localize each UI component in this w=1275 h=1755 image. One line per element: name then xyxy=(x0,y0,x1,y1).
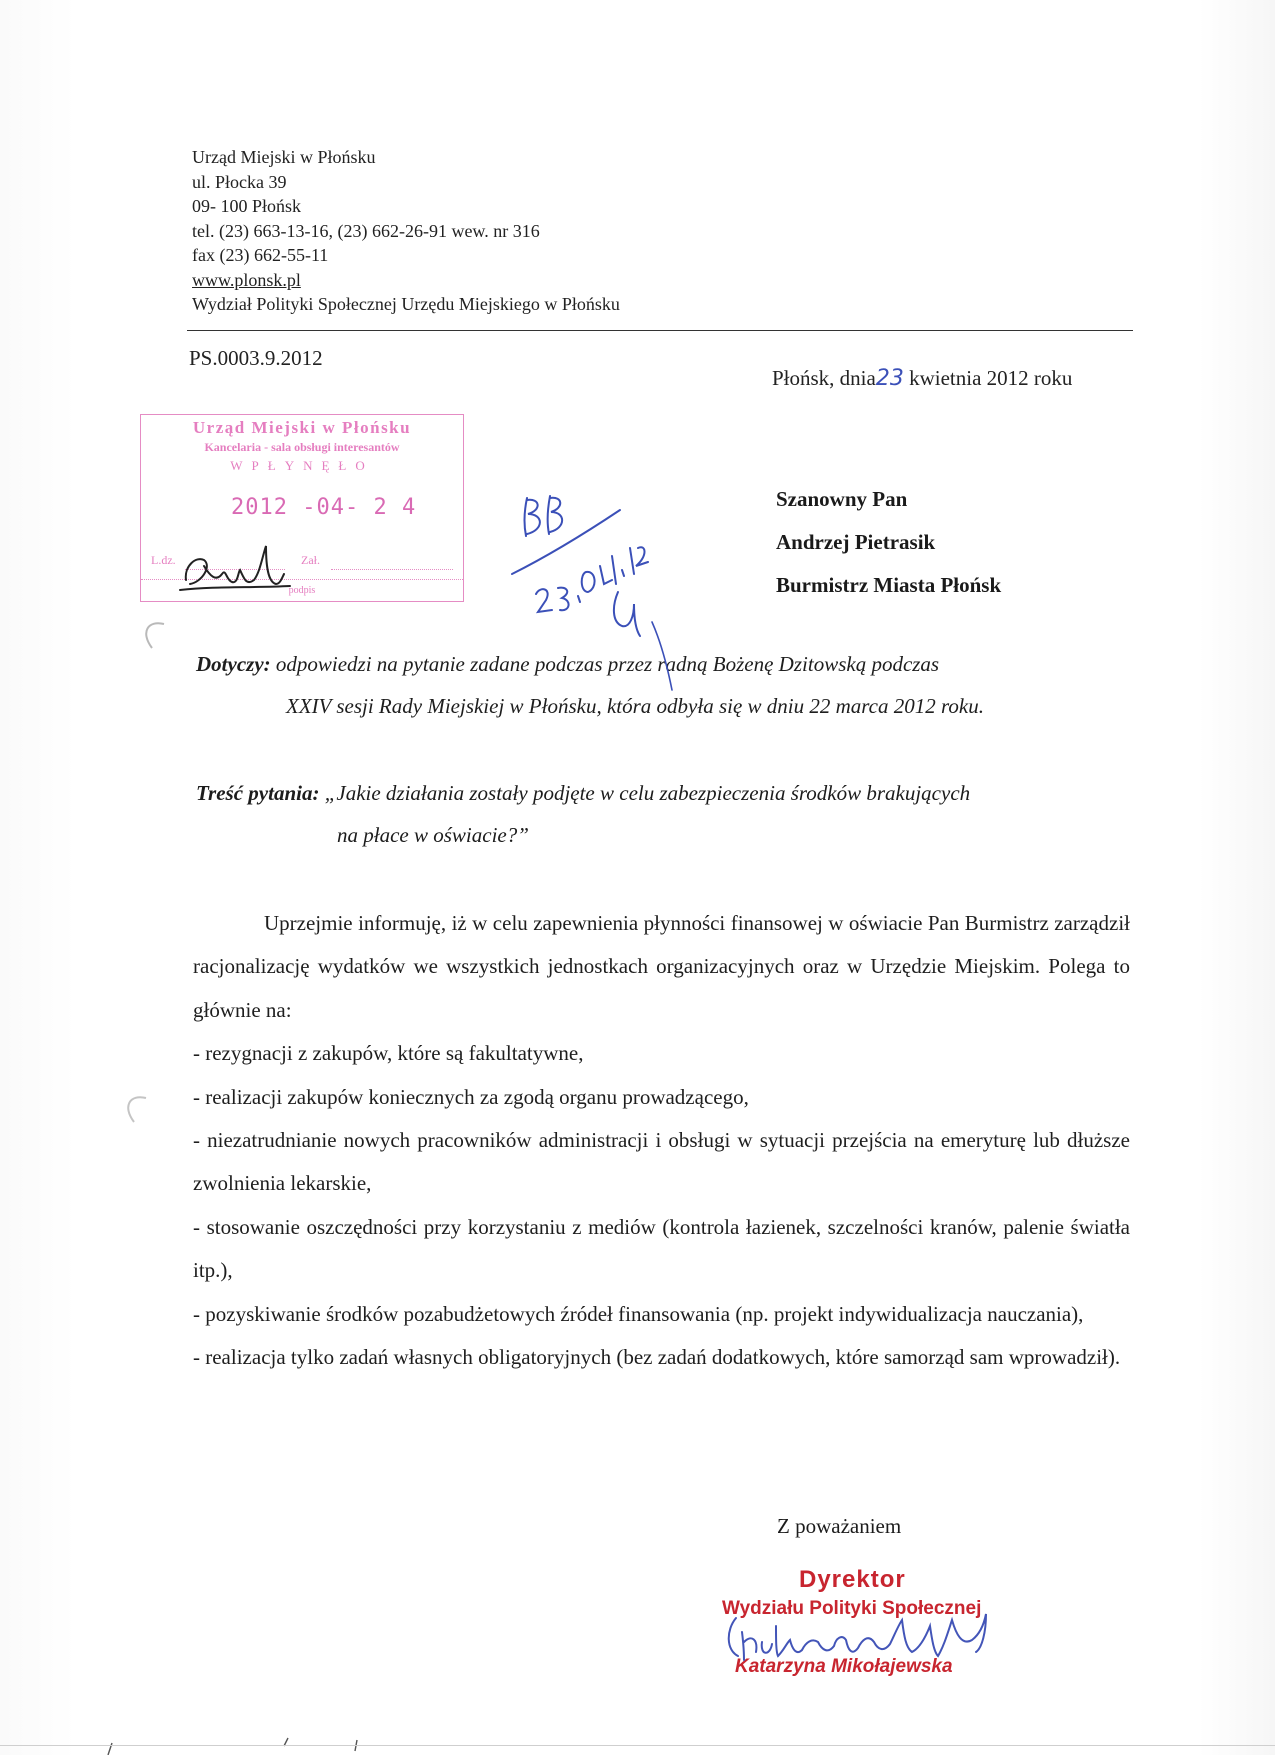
signature-name: Katarzyna Mikołajewska xyxy=(735,1656,953,1677)
body-intro: Uprzejmie informuję, iż w celu zapewnienia płynności finansowej w oświacie Pan Burmistrz zarządził racjonalizację wydatków we wszystkich jednostkach organizacyjnych oraz w Urzędzie Miejskim. Polega to głównie na: xyxy=(193,911,1130,1022)
office-fax: fax (23) 662-55-11 xyxy=(192,245,329,265)
handwritten-date-note xyxy=(536,547,648,612)
office-department: Wydział Polityki Społecznej Urzędu Miejskiego w Płońsku xyxy=(192,294,620,314)
handwritten-extra-mark xyxy=(614,592,640,636)
date-day-handwritten: 23 xyxy=(875,366,904,391)
body-item: - niezatrudnianie nowych pracowników administracji i obsługi w sytuacji przejścia na emeryturę lub dłuższe zwolnienia lekarskie, xyxy=(193,1128,1130,1196)
recipient-title: Burmistrz Miasta Płońsk xyxy=(776,573,1002,597)
office-phone: tel. (23) 663-13-16, (23) 662-26-91 wew. nr 316 xyxy=(192,220,540,241)
body-item: - realizacji zakupów koniecznych za zgodą organu prowadzącego, xyxy=(193,1084,749,1109)
question-label: Treść pytania: xyxy=(196,781,320,805)
handwritten-initials xyxy=(525,496,563,536)
recipient-name: Andrzej Pietrasik xyxy=(776,530,936,554)
stamp-date: 2012 -04- 2 4 xyxy=(231,495,417,520)
subject-text-1: odpowiedzi na pytanie zadane podczas przez radną Bożenę Dzitowską podczas xyxy=(275,652,940,676)
question-text-1: „Jakie działania zostały podjęte w celu zabezpieczenia środków brakujących xyxy=(324,781,971,805)
reference-number: PS.0003.9.2012 xyxy=(189,346,323,370)
subject-label: Dotyczy: xyxy=(196,652,271,676)
body-item: - rezygnacji z zakupów, które są fakultatywne, xyxy=(193,1041,584,1066)
office-street: ul. Płocka 39 xyxy=(192,171,287,192)
body-item: - pozyskiwanie środków pozabudżetowych źródeł finansowania (np. projekt indywidualizacja nauczania), xyxy=(193,1301,1084,1326)
punch-hole-mark-top xyxy=(146,623,164,648)
office-website-link[interactable]: www.plonsk.pl xyxy=(192,269,301,290)
handwritten-fraction-line xyxy=(512,510,620,574)
body-item: - stosowanie oszczędności przy korzystaniu z mediów (kontrola łazienek, szczelności kranów, palenie światła itp.), xyxy=(193,1214,1130,1283)
punch-hole-mark-bottom xyxy=(128,1097,146,1122)
subject-text-2: XXIV sesji Rady Miejskiej w Płońsku, która odbyła się w dniu 22 marca 2012 roku. xyxy=(286,694,984,718)
question-text-2: na płace w oświacie?” xyxy=(337,823,529,847)
stamp-handwritten-signature xyxy=(180,546,290,590)
body-item: - realizacja tylko zadań własnych obligatoryjnych (bez zadań dodatkowych, które samorząd sam wprowadził). xyxy=(193,1345,1121,1370)
stamp-ldz-label: L.dz. xyxy=(151,553,176,567)
handwritten-slash-line xyxy=(652,622,672,690)
stamp-office: Urząd Miejski w Płońsku xyxy=(192,418,412,437)
stamp-zal-label: Zał. xyxy=(301,553,320,567)
director-handwritten-signature xyxy=(729,1614,986,1660)
stamp-chancellery: Kancelaria - sala obsługi interesantów xyxy=(204,440,400,454)
signature-department: Wydziału Polityki Społecznej xyxy=(722,1598,982,1619)
closing-phrase: Z poważaniem xyxy=(777,1514,902,1538)
stamp-podpis-label: podpis xyxy=(288,585,316,596)
signature-title: Dyrektor xyxy=(799,1566,906,1593)
stamp-received-label: WPŁYNĘŁO xyxy=(230,458,374,473)
date-suffix: kwietnia 2012 roku xyxy=(909,366,1073,390)
recipient-salutation: Szanowny Pan xyxy=(776,487,908,511)
bottom-pen-mark xyxy=(108,1738,357,1755)
date-prefix: Płońsk, dnia xyxy=(772,366,876,390)
page-bottom-edge xyxy=(0,1745,1275,1746)
office-city: 09- 100 Płońsk xyxy=(192,196,302,216)
office-name: Urząd Miejski w Płońsku xyxy=(192,147,376,167)
